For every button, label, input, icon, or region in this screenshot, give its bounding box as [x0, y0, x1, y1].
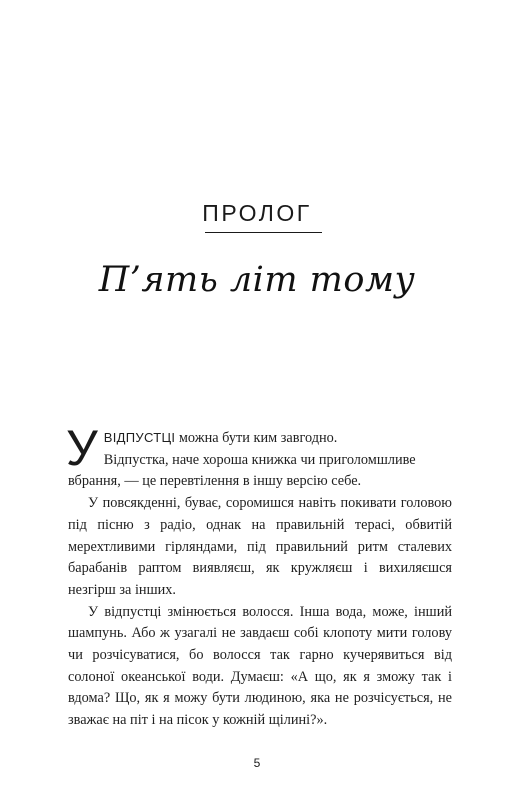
drop-cap: У [66, 420, 98, 476]
paragraph-3: У відпустці змінюється волосся. Інша вода, може, інший шампунь. Або ж узагалі не завдаєш собі клопоту мити голову чи розчісуватися, бо волосся так гарно кучерявиться від солоної океанської води. Думаєш: «А що, як я зможу так і вдома? Що, як я можу бути людиною, яка не розчісується, не зважає на піт і на пісок у кожній щілині?». [68, 603, 452, 729]
first-paragraph [66, 420, 452, 476]
page-number: 5 [253, 756, 261, 770]
first-paragraph-line-1 [68, 427, 452, 450]
chapter-divider [205, 232, 322, 233]
lead-words: ВІДПУСТЦІ [103, 430, 176, 445]
first-paragraph-line-3: вбрання, — це перевтілення в іншу версію себе. [68, 473, 362, 490]
paragraph-2: У повсякденні, буває, соромишся навіть покивати головою під пісню з радіо, однак на правильній терасі, обвитій мерехтливими гірляндами, під правильний ритм сталевих барабанів раптом виявляєш, як кружляєш і вихиляєшся незгірш за інших. [68, 495, 452, 598]
chapter-title: П’ять літ тому [98, 260, 416, 300]
first-line-rest: можна бути ким завгодно. [175, 430, 338, 446]
first-paragraph-line-2: Відпустка, наче хороша книжка чи приголомшливе [103, 451, 416, 468]
chapter-label: ПРОЛОГ [202, 200, 312, 226]
body-text [66, 420, 452, 732]
